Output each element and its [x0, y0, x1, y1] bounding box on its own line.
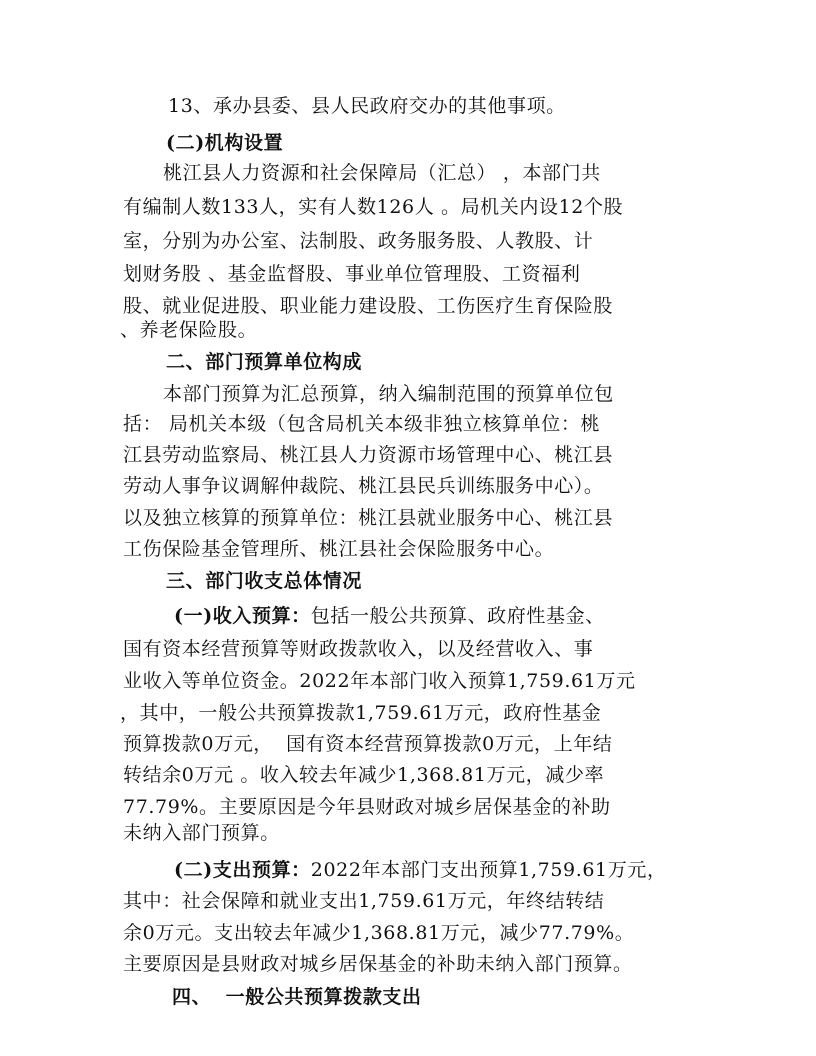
paragraph-line: 、养老保险股。 — [120, 319, 258, 341]
paragraph-line — [174, 603, 605, 629]
paragraph-line: 工伤保险基金管理所、桃江县社会保险服务中心。 — [123, 538, 555, 560]
paragraph-line: 划财务股 、基金监督股、事业单位管理股、工资福利 — [123, 263, 581, 285]
section-heading-jigou: (二)机构设置 — [166, 132, 284, 154]
paragraph-line: 国有资本经营预算等财政拨款收入，以及经营收入、事 — [123, 638, 594, 660]
paragraph-line: 业收入等单位资金。2022年本部门收入预算1,759.61万元 — [123, 670, 636, 692]
section-heading-shouzhi: 三、部门收支总体情况 — [166, 570, 363, 592]
income-budget-label: (一)收入预算： — [174, 605, 311, 627]
paragraph-line: 室，分别为办公室、法制股、政务服务股、人教股、计 — [123, 230, 594, 252]
paragraph-line: 预算拨款0万元， 国有资本经营预算拨款0万元，上年结 — [123, 733, 613, 755]
paragraph-line: ，其中，一般公共预算拨款1,759.61万元，政府性基金 — [120, 702, 602, 724]
paragraph-line: 括： 局机关本级（包含局机关本级非独立核算单位：桃 — [123, 413, 601, 435]
paragraph-line: 有编制人数133人，实有人数126人 。局机关内设12个股 — [123, 196, 624, 218]
expense-budget-label: (二)支出预算： — [174, 859, 311, 881]
paragraph-line: 余0万元。支出较去年减少1,368.81万元，减少77.79%。 — [123, 922, 635, 944]
paragraph-line: 江县劳动监察局、桃江县人力资源市场管理中心、桃江县 — [123, 444, 614, 466]
section-heading-danwei: 二、部门预算单位构成 — [166, 351, 363, 373]
paragraph-line-text: 2022年本部门支出预算1,759.61万元， — [310, 859, 667, 881]
paragraph-line: 13、承办县委、县人民政府交办的其他事项。 — [168, 95, 566, 117]
paragraph-line: 劳动人事争议调解仲裁院、桃江县民兵训练服务中心）。 — [123, 475, 604, 497]
paragraph-line: 股、就业促进股、职业能力建设股、工伤医疗生育保险股 — [123, 295, 614, 317]
paragraph-line — [174, 857, 667, 883]
paragraph-line: 77.79%。主要原因是今年县财政对城乡居保基金的补助 — [123, 796, 611, 818]
paragraph-line: 以及独立核算的预算单位：桃江县就业服务中心、桃江县 — [123, 507, 614, 529]
paragraph-line: 主要原因是县财政对城乡居保基金的补助未纳入部门预算。 — [123, 953, 633, 975]
paragraph-line: 未纳入部门预算。 — [123, 822, 280, 844]
paragraph-line: 转结余0万元 。收入较去年减少1,368.81万元，减少率 — [123, 764, 605, 786]
paragraph-line: 本部门预算为汇总预算，纳入编制范围的预算单位包 — [163, 383, 614, 405]
paragraph-line-text: 包括一般公共预算、政府性基金、 — [310, 605, 605, 627]
paragraph-line: 其中：社会保障和就业支出1,759.61万元，年终结转结 — [123, 890, 605, 912]
paragraph-line: 桃江县人力资源和社会保障局（汇总） ，本部门共 — [163, 162, 601, 184]
section-heading-yiban: 四、 一般公共预算拨款支出 — [172, 986, 422, 1008]
